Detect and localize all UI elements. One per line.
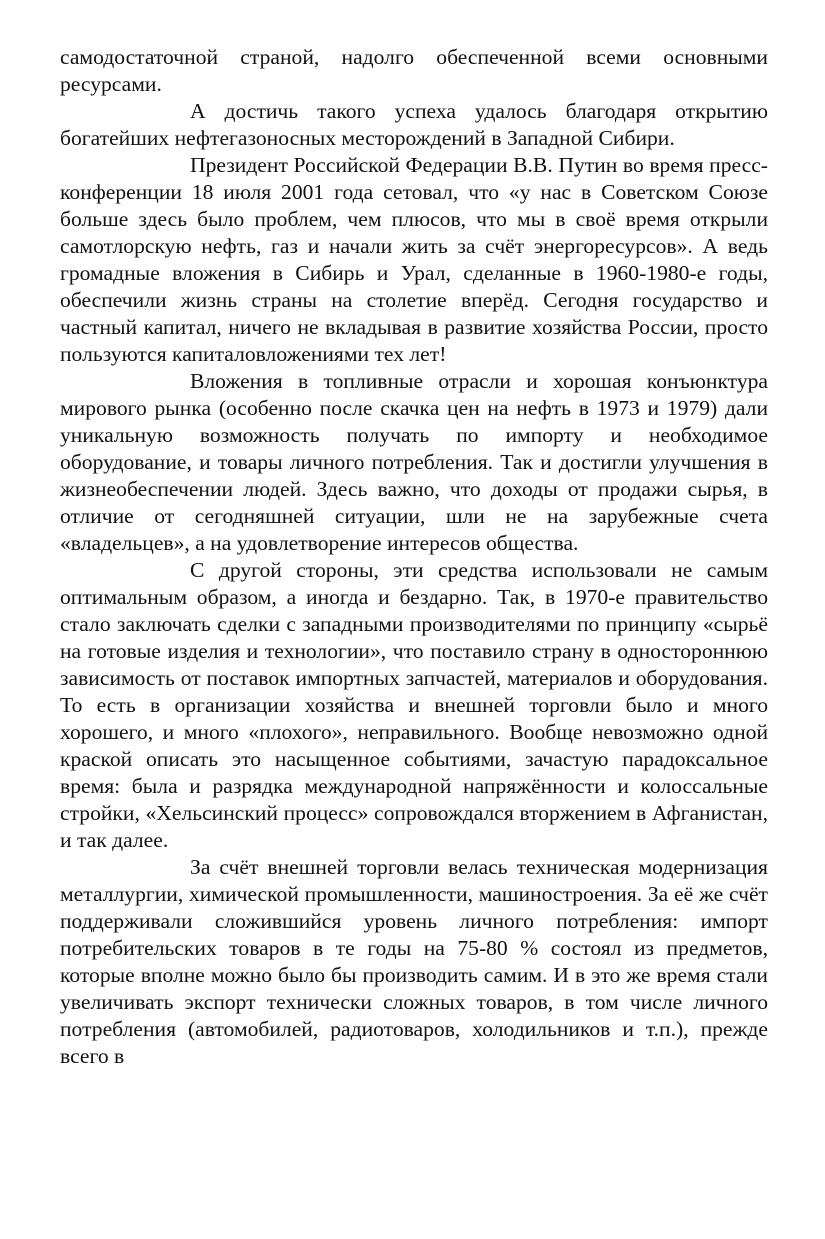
paragraph-other-side: С другой стороны, эти средства использовали не самым оптимальным образом, а иногда и бездарно. Так, в 1970-е правительство стало заключать сделки с западными производителями по принципу «сырьё на готовые изделия и технологии», что поставило страну в одностороннюю зависимость от поставок импортных запчастей, материалов и оборудования. То есть в организации хозяйства и внешней торговли было и много хорошего, и много «плохого», неправильного. Вообще невозможно одной краской описать это насыщенное событиями, зачастую парадоксальное время: была и разрядка международной напряжённости и колоссальные стройки, «Хельсинский процесс» сопровождался вторжением в Афганистан, и так далее.	[60, 558, 768, 852]
document-page	[60, 44, 768, 1070]
paragraph-fuel-investments: Вложения в топливные отрасли и хорошая конъюнктура мирового рынка (особенно после скачка цен на нефть в 1973 и 1979) дали уникальную возможность получать по импорту и необходимое оборудование, и товары личного потребления. Так и достигли улучшения в жизнеобеспечении людей. Здесь важно, что доходы от продажи сырья, в отличие от сегодняшней ситуации, шли не на зарубежные счета «владельцев», а на удовлетворение интересов общества.	[60, 369, 768, 555]
paragraph-putin-quote: Президент Российской Федерации В.В. Путин во время пресс-конференции 18 июля 2001 года сетовал, что «у нас в Советском Союзе больше здесь было проблем, чем плюсов, что мы в своё время открыли самотлорскую нефть, газ и начали жить за счёт энергоресурсов». А ведь громадные вложения в Сибирь и Урал, сделанные в 1960-1980-е годы, обеспечили жизнь страны на столетие вперёд. Сегодня государство и частный капитал, ничего не вкладывая в развитие хозяйства России, просто пользуются капиталовложениями тех лет!	[60, 153, 768, 366]
paragraph-foreign-trade: За счёт внешней торговли велась техническая модернизация металлургии, химической промышленности, машиностроения. За её же счёт поддерживали сложившийся уровень личного потребления: импорт потребительских товаров в те годы на 75-80 % состоял из предметов, которые вполне можно было бы производить самим. И в это же время стали увеличивать экспорт технически сложных товаров, в том числе личного потребления (автомобилей, радиотоваров, холодильников и т.п.), прежде всего в	[60, 855, 768, 1068]
paragraph-siberia-fields: А достичь такого успеха удалось благодаря открытию богатейших нефтегазоносных месторождений в Западной Сибири.	[60, 99, 768, 150]
paragraph-continuation: самодостаточной страной, надолго обеспеченной всеми основными ресурсами.	[60, 45, 768, 96]
